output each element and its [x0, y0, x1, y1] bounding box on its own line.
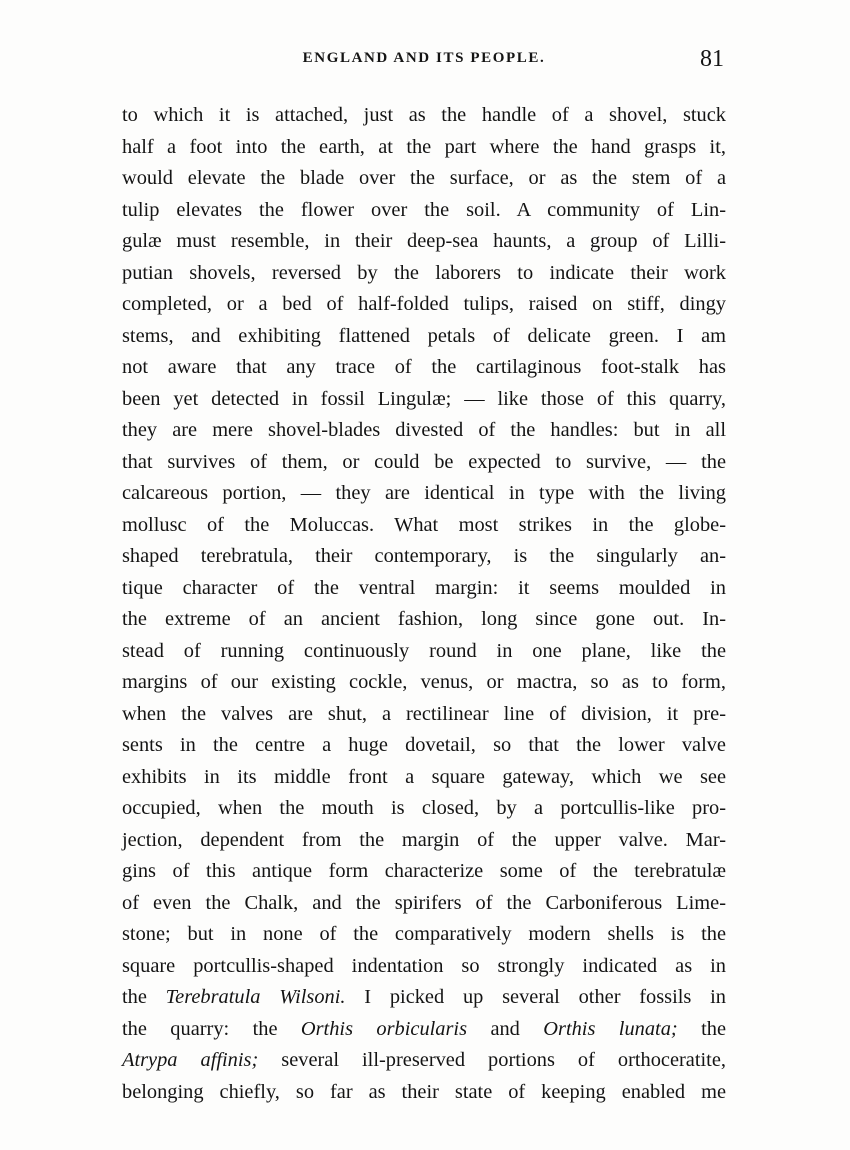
running-head-title: ENGLAND AND ITS PEOPLE. [302, 50, 546, 66]
text-line: the Terebratula Wilsoni. I picked up several other fossils in [122, 986, 726, 1008]
text-line: jection, dependent from the margin of the upper valve. Mar- [122, 828, 726, 851]
running-head [122, 46, 726, 76]
text-line: the extreme of an ancient fashion, long since gone out. In- [122, 608, 726, 630]
text-line: occupied, when the mouth is closed, by a portcullis-like pro- [122, 797, 726, 819]
italic-species-name: Atrypa affinis; [122, 1049, 259, 1071]
text-line: completed, or a bed of half-folded tulips, raised on stiff, dingy [122, 293, 726, 315]
text-line: shaped terebratula, their contemporary, is the singularly an- [122, 545, 726, 567]
text-line: they are mere shovel-blades divested of the handles: but in all [122, 419, 726, 441]
text-line: when the valves are shut, a rectilinear line of division, it pre- [122, 702, 726, 725]
italic-species-name: Terebratula Wilsoni. [165, 986, 346, 1008]
text-line: been yet detected in fossil Lingulæ; — like those of this quarry, [122, 387, 726, 410]
text-line: gulæ must resemble, in their deep-sea haunts, a group of Lilli- [122, 230, 726, 252]
text-line: the quarry: the Orthis orbicularis and Orthis lunata; the [122, 1017, 727, 1040]
text-line: gins of this antique form characterize some of the terebratulæ [122, 860, 726, 882]
text-line: that survives of them, or could be expected to survive, — the [122, 450, 726, 473]
text-line: stone; but in none of the comparatively modern shells is the [122, 923, 726, 945]
text-line: margins of our existing cockle, venus, or mactra, so as to form, [122, 671, 726, 693]
text-line: putian shovels, reversed by the laborers to indicate their work [122, 261, 726, 284]
text-line: calcareous portion, — they are identical in type with the living [122, 482, 726, 504]
body-text [122, 100, 726, 1108]
text-line: stems, and exhibiting flattened petals of delicate green. I am [122, 324, 726, 347]
page-number: 81 [700, 46, 724, 72]
text-line: mollusc of the Moluccas. What most strikes in the globe- [122, 513, 726, 536]
text-line: sents in the centre a huge dovetail, so that the lower valve [122, 734, 726, 756]
text-line: belonging chiefly, so far as their state of keeping enabled me [122, 1080, 726, 1103]
text-line: tique character of the ventral margin: it seems moulded in [122, 576, 726, 599]
text-line: would elevate the blade over the surface, or as the stem of a [122, 167, 726, 189]
italic-species-name: Orthis lunata; [543, 1017, 678, 1040]
text-line: square portcullis-shaped indentation so strongly indicated as in [122, 954, 726, 977]
text-line: to which it is attached, just as the handle of a shovel, stuck [122, 104, 726, 126]
text-line: stead of running continuously round in one plane, like the [122, 639, 726, 662]
text-line: half a foot into the earth, at the part where the hand grasps it, [122, 135, 726, 158]
italic-species-name: Orthis orbicularis [300, 1017, 468, 1040]
text-line: Atrypa affinis; several ill-preserved portions of orthoceratite, [122, 1049, 726, 1071]
text-line: tulip elevates the flower over the soil. A community of Lin- [122, 198, 726, 221]
text-line: exhibits in its middle front a square gateway, which we see [122, 765, 726, 788]
text-line: of even the Chalk, and the spirifers of the Carboniferous Lime- [122, 891, 726, 914]
text-line: not aware that any trace of the cartilaginous foot-stalk has [122, 356, 726, 378]
